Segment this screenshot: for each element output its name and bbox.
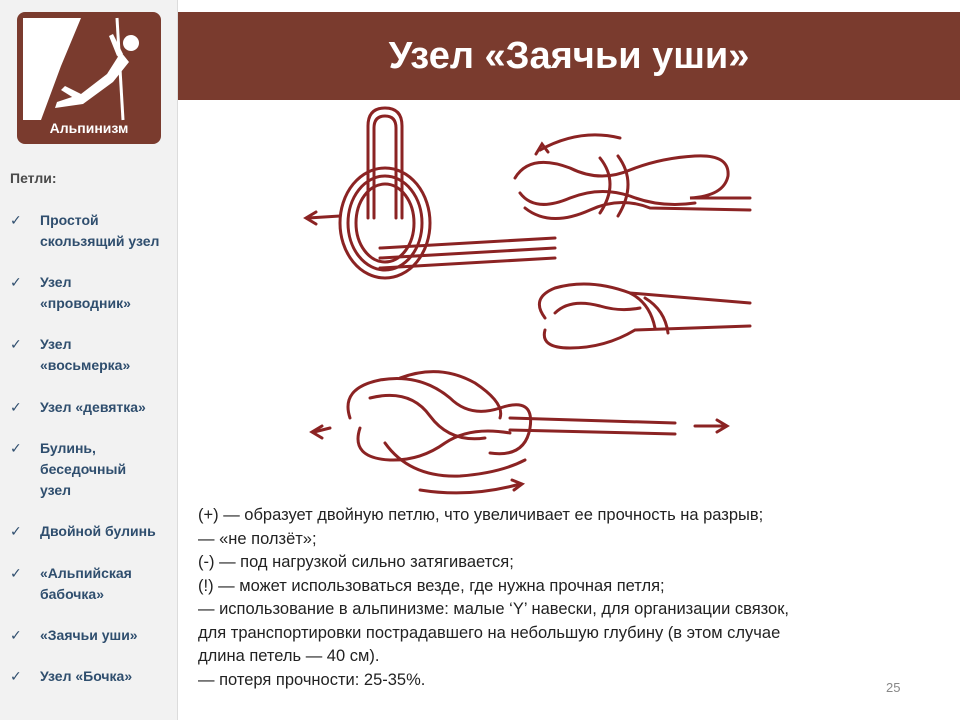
- check-icon: ✓: [10, 523, 22, 539]
- sidebar-item-label: Булинь, беседочный узел: [40, 440, 127, 498]
- sidebar-item-label: Простой скользящий узел: [40, 212, 160, 249]
- sidebar-item-label: Узел «Бочка»: [40, 668, 133, 684]
- text-line: — потеря прочности: 25-35%.: [198, 670, 426, 689]
- sidebar-item-label: Узел «проводник»: [40, 274, 131, 311]
- sidebar-item-label: Двойной булинь: [40, 523, 156, 539]
- text-line: — использование в альпинизме: малые ‘Y’ навески, для организации связок,: [198, 600, 790, 618]
- text-line: (!) — может использоваться везде, где нужна прочная петля;: [198, 576, 665, 595]
- text-line: для транспортировки пострадавшего на небольшую глубину (в этом случае: [198, 623, 781, 642]
- text-line: длина петель — 40 см).: [198, 647, 380, 665]
- text-line: — «не ползёт»;: [198, 529, 317, 548]
- sidebar-item-label: Узел «девятка»: [40, 399, 146, 415]
- nav-title: Петли:: [10, 170, 57, 186]
- knot-illustration-4: [312, 372, 727, 493]
- text-line: (-) — под нагрузкой сильно затягивается;: [198, 553, 514, 571]
- page-number: 25: [886, 680, 901, 695]
- check-icon: ✓: [10, 212, 22, 228]
- check-icon: ✓: [10, 274, 22, 290]
- climber-icon: [21, 16, 157, 122]
- check-icon: ✓: [10, 440, 22, 456]
- knot-diagram: [300, 98, 760, 498]
- logo: [17, 12, 161, 144]
- sidebar: [0, 0, 178, 720]
- check-icon: ✓: [10, 627, 22, 643]
- check-icon: ✓: [10, 336, 22, 352]
- knot-illustration-1: [306, 108, 555, 278]
- check-icon: ✓: [10, 399, 22, 415]
- check-icon: ✓: [10, 668, 22, 684]
- sidebar-item-label: «Альпийская бабочка»: [40, 565, 132, 602]
- sidebar-item-label: Узел «восьмерка»: [40, 336, 131, 373]
- sidebar-item-label: «Заячьи уши»: [40, 627, 138, 643]
- header-bar: [178, 12, 960, 100]
- knot-illustration-2: [515, 135, 750, 219]
- page-title: Узел «Заячьи уши»: [388, 35, 750, 77]
- text-line: (+) — образует двойную петлю, что увеличивает ее прочность на разрыв;: [198, 506, 764, 524]
- logo-caption: Альпинизм: [49, 120, 129, 136]
- check-icon: ✓: [10, 565, 22, 581]
- knot-illustration-3: [539, 284, 750, 348]
- description-text: [198, 504, 918, 692]
